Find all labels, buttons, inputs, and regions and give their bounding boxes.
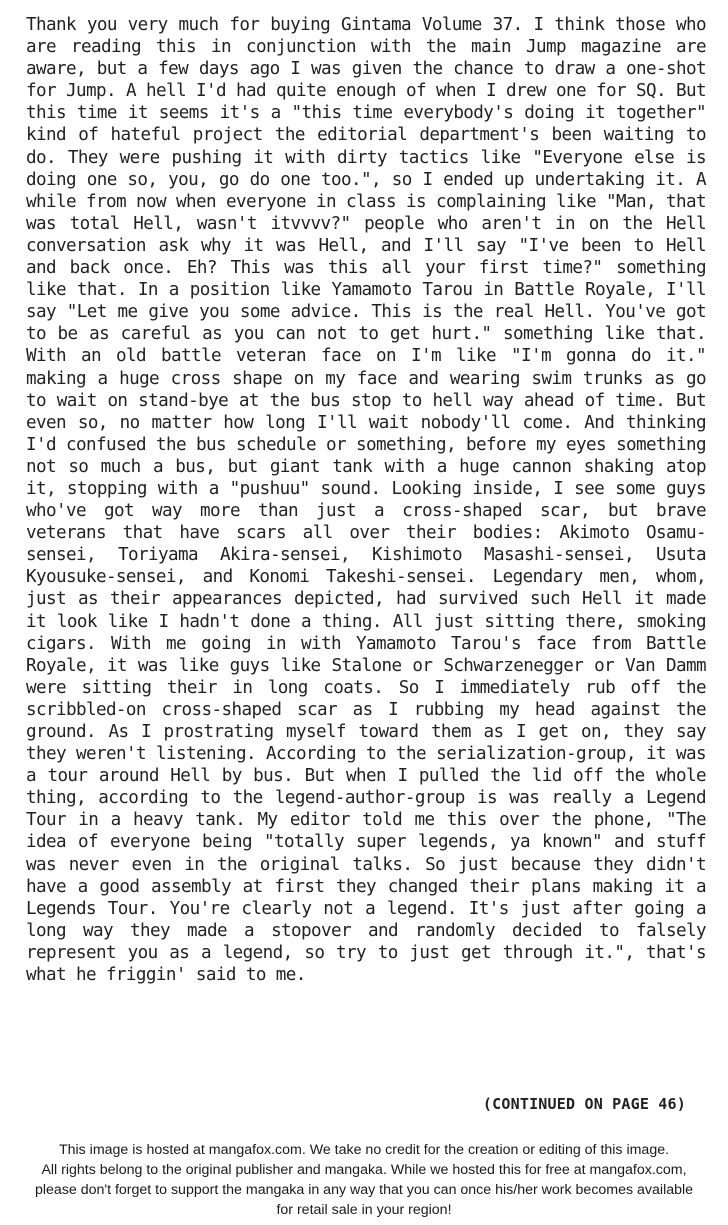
hosting-disclaimer	[10, 1140, 718, 1220]
disclaimer-line: This image is hosted at mangafox.com. We take no credit for the creation or editing of this image.	[58, 1142, 670, 1158]
disclaimer-line: for retail sale in your region!	[276, 1202, 452, 1218]
disclaimer-line: All rights belong to the original publisher and mangaka. While we hosted this for free at mangafox.com,	[41, 1162, 687, 1178]
continued-note: (CONTINUED ON PAGE 46)	[482, 1095, 686, 1113]
afterword-text: Thank you very much for buying Gintama Volume 37. I think those who are reading this in conjunction with the main Jump magazine are aware, but a few days ago I was given the chance to draw a one-shot for Jump. A hell I'd had quite enough of when I drew one for SQ. But this time it seems it's a "this time everybody's doing it together" kind of hateful project the editorial department's been waiting to do. They were pushing it with dirty tactics like "Everyone else is doing one so, you, go do one too.", so I ended up undertaking it. A while from now when everyone in class is complaining like "Man, that was total Hell, wasn't itvvvv?" people who aren't in on the Hell conversation ask why it was Hell, and I'll say "I've been to Hell and back once. Eh? This was this all your first time?" something like that. In a position like Yamamoto Tarou in Battle Royale, I'll say "Let me give you some advice. This is the real Hell. You've got to be as careful as you can not to get hurt." something like that. With an old battle veteran face on I'm like "I'm gonna do it." making a huge cross shape on my face and wearing swim trunks as go to wait on stand-bye at the bus stop to hell way ahead of time. But even so, no matter how long I'll wait nobody'll come. And thinking I'd confused the bus schedule or something, before my eyes something not so much a bus, but giant tank with a huge cannon shaking atop it, stopping with a "pushuu" sound. Looking inside, I see some guys who've got way more than just a cross-shaped scar, but brave veterans that have scars all over their bodies: Akimoto Osamu-sensei, Toriyama Akira-sensei, Kishimoto Masashi-sensei, Usuta Kyousuke-sensei, and Konomi Takeshi-sensei. Legendary men, whom, just as their appearances depicted, had survived such Hell it made it look like I hadn't done a thing. All just sitting there, smoking cigars. With me going in with Yamamoto Tarou's face from Battle Royale, it was like guys like Stalone or Schwarzenegger or Van Damm were sitting their in long coats. So I immediately rub off the scribbled-on cross-shaped scar as I rubbing my head against the ground. As I prostrating myself toward them as I get on, they say they weren't listening. According to the serialization-group, it was a tour around Hell by bus. But when I pulled the lid off the whole thing, according to the legend-author-group is was really a Legend Tour in a heavy tank. My editor told me this over the phone, "The idea of everyone being "totally super legends, ya known" and stuff was never even in the original talks. So just because they didn't have a good assembly at first they changed their plans making it a Legends Tour. You're clearly not a legend. It's just after going a long way they made a stopover and randomly decided to falsely represent you as a legend, so try to just get through it.", that's what he friggin' said to me.	[26, 15, 706, 986]
disclaimer-line: please don't forget to support the mangaka in any way that you can once his/her work becomes available	[34, 1182, 694, 1198]
